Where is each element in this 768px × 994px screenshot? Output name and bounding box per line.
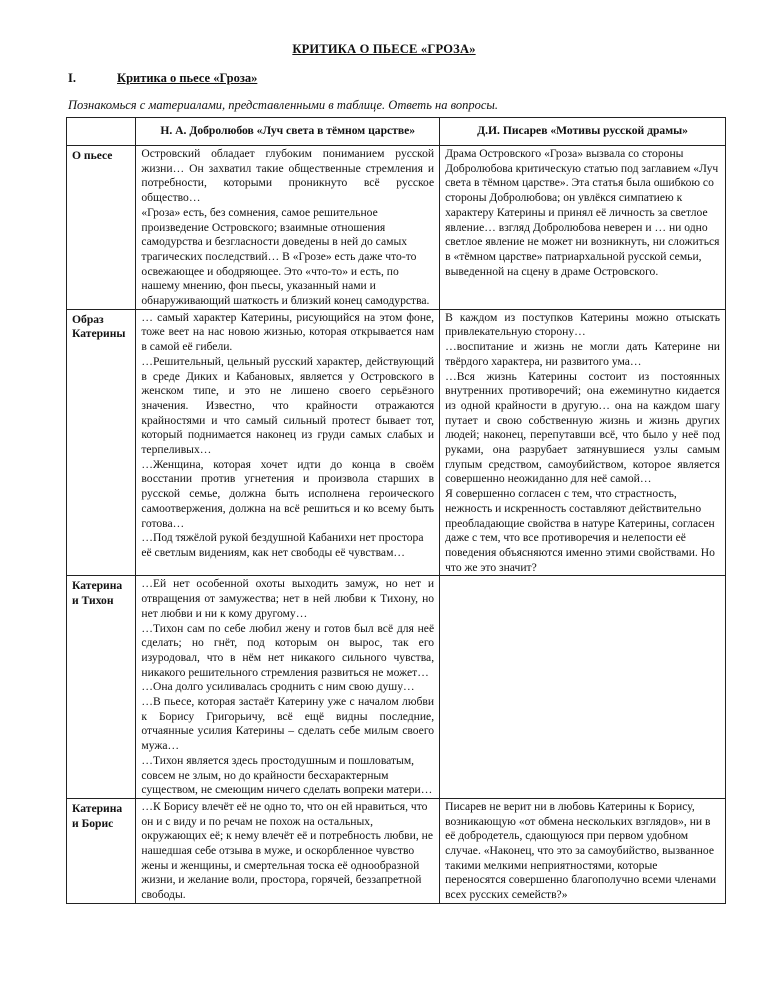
- dobrolyubov-paragraph: …Ей нет особенной охоты выходить замуж, но нет и отвращения от замужества; нет в ней любви к Тихону, но нет любви и ни к кому другому…: [141, 577, 435, 620]
- dobrolyubov-paragraph: …Под тяжёлой рукой бездушной Кабанихи нет простора её светлым видениям, как нет свободы её чувствам…: [141, 531, 424, 559]
- pisarev-paragraph: …Вся жизнь Катерины состоит из постоянных внутренних противоречий; она ежеминутно кидается из одной крайности в другую… она на каждом шагу путает и свою собственную жизнь и жизнь других людей; наконец, перепутавши всё, что было у неё под руками, она разрубает затянувшиеся узлы самым глупым средством, самоубийством, которое является совершенно неожиданно для неё самой…: [445, 369, 720, 486]
- header-empty: [67, 118, 136, 146]
- dobrolyubov-paragraph: … самый характер Катерины, рисующийся на этом фоне, тоже веет на нас новою жизнью, которая открывается нам в самой её гибели.: [141, 310, 435, 354]
- pisarev-paragraph: В каждом из поступков Катерины можно отыскать привлекательную сторону…: [445, 310, 720, 339]
- dobrolyubov-cell: [136, 576, 440, 799]
- dobrolyubov-paragraph: «Гроза» есть, без сомнения, самое решительное произведение Островского; взаимные отношения самодурства и безгласности доведены в ней до самых трагических последствий… В «Грозе» есть даже что-то освежающее и ободряющее. Это «что-то» и есть, по нашему мнению, фон пьесы, указанный нами и обнаруживающий шаткость и близкий конец самодурства.: [141, 205, 430, 308]
- dobrolyubov-cell: [136, 798, 440, 903]
- critique-table: [66, 117, 726, 904]
- dobrolyubov-paragraph: …Тихон сам по себе любил жену и готов был всё для неё сделать; но гнёт, под которым он вырос, так его изуродовал, что в нём нет никакого сильного чувства, никакого решительного стремления развиться не может…: [141, 621, 435, 679]
- instruction-text: Познакомься с материалами, представленными в таблице. Ответь на вопросы.: [68, 98, 498, 112]
- pisarev-cell: [440, 576, 726, 799]
- dobrolyubov-paragraph: …В пьесе, которая застаёт Катерину уже с началом любви к Борису Григорьичу, всё ещё видны последние, отчаянные усилия Катерины – сделать себе милым своего мужа…: [141, 695, 435, 753]
- pisarev-paragraph: Я совершенно согласен с тем, что страстность, нежность и искренность составляют действительно преобладающие свойства в натуре Катерины, согласен даже с тем, что все противоречия и нелепости её поведения объясняются именно этими свойствами. Но что же это значит?: [445, 487, 715, 574]
- pisarev-paragraph: Драма Островского «Гроза» вызвала со стороны Добролюбова критическую статью под заглавием «Луч света в тёмном царстве». Эта статья была ошибкою со стороны Добролюбова; он увлёкся симпатиею к характеру Катерины и принял её личность за светлое явление… взгляд Добролюбова неверен и … ни одно светлое явление не может ни возникнуть, ни сложиться в «тёмном царстве» патриархальной русской семьи, выведенной на сцену в драме Островского.: [445, 147, 720, 278]
- pisarev-cell: [440, 798, 726, 903]
- section-heading: [68, 71, 257, 86]
- row-label: Катерина и Тихон: [67, 576, 136, 799]
- table-row: [67, 146, 726, 310]
- dobrolyubov-paragraph: …Тихон является здесь простодушным и пошловатым, совсем не злым, но до крайности бесхарактерным существом, не смеющим ничего сделать вопреки матери…: [141, 753, 433, 797]
- row-label: О пьесе: [67, 146, 136, 310]
- dobrolyubov-paragraph: …Женщина, которая хочет идти до конца в своём восстании против угнетения и произвола старших в русской семье, должна быть исполнена героического самоотвержения, должна на всё решиться и ко всему быть готова…: [141, 457, 435, 530]
- dobrolyubov-cell: [136, 146, 440, 310]
- row-label: Образ Катерины: [67, 309, 136, 576]
- dobrolyubov-paragraph: …Решительный, цельный русский характер, действующий в среде Диких и Кабановых, является у Островского в женском типе, и это не лишено своего серьёзного значения. Известно, что крайности отражаются крайностями и что самый сильный протест бывает тот, который поднимается наконец из груди самых слабых и терпеливых…: [141, 354, 435, 457]
- row-label: Катерина и Борис: [67, 798, 136, 903]
- table-header-row: [67, 118, 726, 146]
- header-dobrolyubov: Н. А. Добролюбов «Луч света в тёмном царстве»: [136, 118, 440, 146]
- page-title: КРИТИКА О ПЬЕСЕ «ГРОЗА»: [292, 42, 476, 56]
- section-name: Критика о пьесе «Гроза»: [117, 71, 258, 85]
- dobrolyubov-cell: [136, 309, 440, 576]
- section-number: I.: [68, 71, 76, 85]
- table-row: [67, 309, 726, 576]
- dobrolyubov-paragraph: …К Борису влечёт её не одно то, что он ей нравиться, что он и с виду и по речам не похож на остальных, окружающих её; к нему влечёт её и потребность любви, не нашедшая себе отзыва в муже, и оскорбленное чувство жены и женщины, и смертельная тоска её однообразной жизни, и желание воли, простора, горячей, беззапретной свободы.: [141, 799, 434, 902]
- pisarev-cell: [440, 146, 726, 310]
- pisarev-cell: [440, 309, 726, 576]
- table-row: [67, 576, 726, 799]
- pisarev-paragraph: …воспитание и жизнь не могли дать Катерине ни твёрдого характера, ни развитого ума…: [445, 340, 720, 368]
- header-pisarev: Д.И. Писарев «Мотивы русской драмы»: [440, 118, 726, 146]
- dobrolyubov-paragraph: …Она долго усиливалась сроднить с ним свою душу…: [141, 680, 415, 694]
- table-row: [67, 798, 726, 903]
- dobrolyubov-paragraph: Островский обладает глубоким пониманием русской жизни… Он захватил такие общественные стремления и потребности, которыми проникнуто всё русское общество…: [141, 147, 435, 205]
- pisarev-paragraph: Писарев не верит ни в любовь Катерины к Борису, возникающую «от обмена нескольких взглядов», ни в её добродетель, сдающуюся при первом удобном случае. «Наконец, что это за самоубийство, вызванное такими мелкими неприятностями, которые переносятся совершенно благополучно всеми членами всех русских семейств?»: [445, 799, 717, 902]
